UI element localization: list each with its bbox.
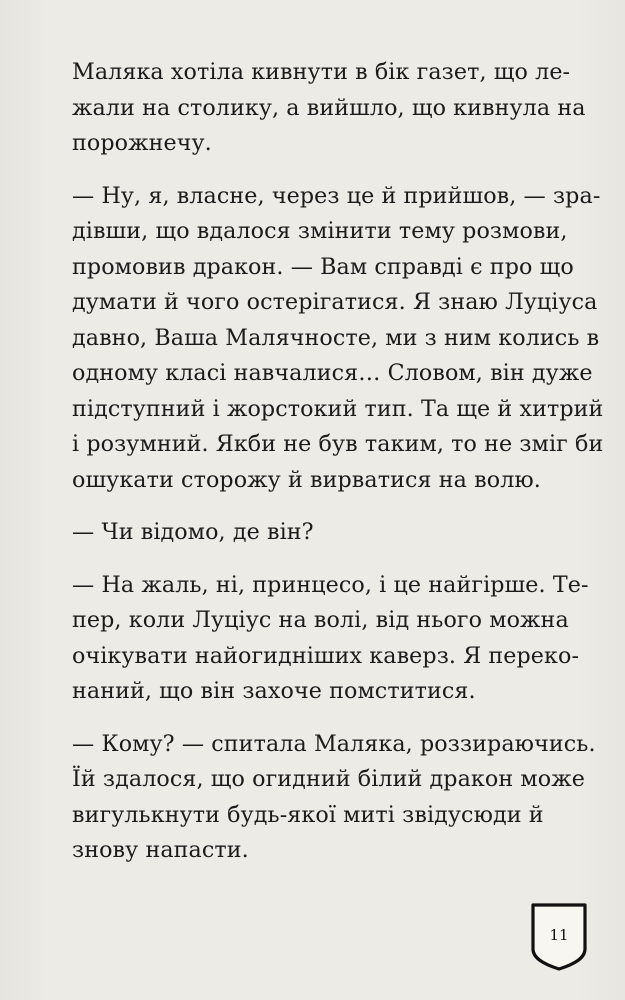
text-line: промовив дракон. — Вам справді є про що [72,253,574,280]
text-line: очікувати найогидніших каверз. Я переко- [72,642,580,669]
text-line: — Ну, я, власне, через це й прийшов, — зра- [72,182,601,209]
text-line: Їй здалося, що огидний білий дракон може [72,766,585,792]
paragraph-4 [72,568,589,710]
text-line: думати й чого остерігатися. Я знаю Луціуса [72,289,598,315]
text-line: ошукати сторожу й вирватися на волю. [72,466,541,493]
text-line: Маляка хотіла кивнути в бік газет, що ле- [72,59,571,85]
text-line: давно, Ваша Малячносте, ми з ним колись в [72,324,600,351]
text-line: вигулькнути будь-якої миті звідусюди й [72,801,544,828]
page-number: 11 [549,926,569,944]
text-line: — На жаль, ні, принцесо, і це найгірше. Те- [72,571,589,598]
page-text [72,55,604,886]
text-line: одному класі навчалися… Словом, він дуже [72,360,593,386]
text-line: жали на столику, а вийшло, що кивнула на [72,94,586,121]
paragraph-1 [72,55,586,162]
text-line: дівши, що вдалося змінити тему розмови, [72,218,568,244]
paragraph-5 [72,727,596,869]
text-line: пер, коли Луціус на волі, від нього можна [72,607,569,633]
text-line: наний, що він захоче помститися. [72,678,476,704]
text-line: — Кому? — спитала Маляка, роззираючись. [72,730,596,757]
text-line: порожнечу. [72,130,212,156]
paragraph-2 [72,179,604,499]
text-line: і розумний. Якби не був таким, то не зміг би [72,431,604,457]
text-line: — Чи відомо, де він? [72,519,314,545]
text-line: знову напасти. [72,837,249,863]
paragraph-3 [72,515,562,551]
text-line: підступний і жорстокий тип. Та ще й хитрий [72,395,604,422]
page-number-badge [530,903,588,971]
